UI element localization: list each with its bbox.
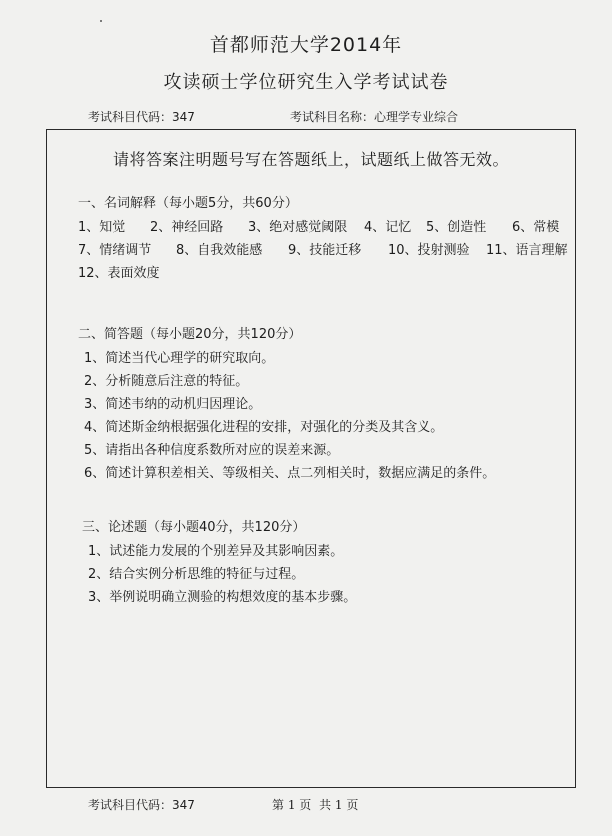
question-item: 6、简述计算积差相关、等级相关、点二列相关时，数据应满足的条件。: [84, 466, 496, 481]
section3-title: 三、论述题（每小题40分，共120分）: [82, 520, 306, 535]
footer-pagination: [272, 796, 362, 813]
question-item: 1、试述能力发展的个别差异及其影响因素。: [88, 544, 344, 559]
term-item: 6、常模: [512, 220, 560, 235]
terms-row-1: [78, 216, 559, 235]
term-item: 2、神经回路: [150, 220, 224, 235]
question-item: 3、简述韦纳的动机归因理论。: [84, 397, 262, 412]
term-item: 5、创造性: [426, 220, 487, 235]
section1-title: 一、名词解释（每小题5分，共60分）: [78, 196, 298, 211]
term-item: 7、情绪调节: [78, 243, 152, 258]
term-item: 11、语言理解: [486, 243, 568, 258]
term-item: 1、知觉: [78, 220, 126, 235]
question-item: 2、分析随意后注意的特征。: [84, 374, 249, 389]
footer-page-number: 第 1 页: [272, 798, 312, 812]
question-item: 3、举例说明确立测验的构想效度的基本步骤。: [88, 590, 357, 605]
question-item: 5、请指出各种信度系数所对应的误差来源。: [84, 443, 340, 458]
subject-name: 考试科目名称：心理学专业综合: [290, 110, 459, 124]
subject-code: 考试科目代码：347: [88, 110, 195, 124]
question-item: 1、简述当代心理学的研究取向。: [84, 351, 275, 366]
section2-title: 二、简答题（每小题20分，共120分）: [78, 327, 302, 342]
terms-row-3: [78, 262, 160, 281]
term-item: 9、技能迁移: [288, 243, 362, 258]
term-item: 4、记忆: [364, 220, 412, 235]
term-item: 3、绝对感觉阈限: [248, 220, 348, 235]
question-item: 2、结合实例分析思维的特征与过程。: [88, 567, 305, 582]
question-item: 4、简述斯金纳根据强化进程的安排，对强化的分类及其含义。: [84, 420, 444, 435]
term-item: 12、表面效度: [78, 266, 160, 281]
exam-title-paper: 攻读硕士学位研究生入学考试试卷: [163, 72, 449, 93]
answer-notice: 请将答案注明题号写在答题纸上，试题纸上做答无效。: [112, 150, 509, 169]
term-item: 8、自我效能感: [176, 243, 263, 258]
term-item: 10、投射测验: [388, 243, 470, 258]
footer-subject-code: 考试科目代码：347: [88, 798, 195, 812]
footer-page-total: 共 1 页: [319, 798, 359, 812]
exam-title-university: 首都师范大学2014年: [209, 34, 403, 56]
scan-speck: [100, 20, 102, 22]
terms-row-2: [78, 239, 568, 258]
